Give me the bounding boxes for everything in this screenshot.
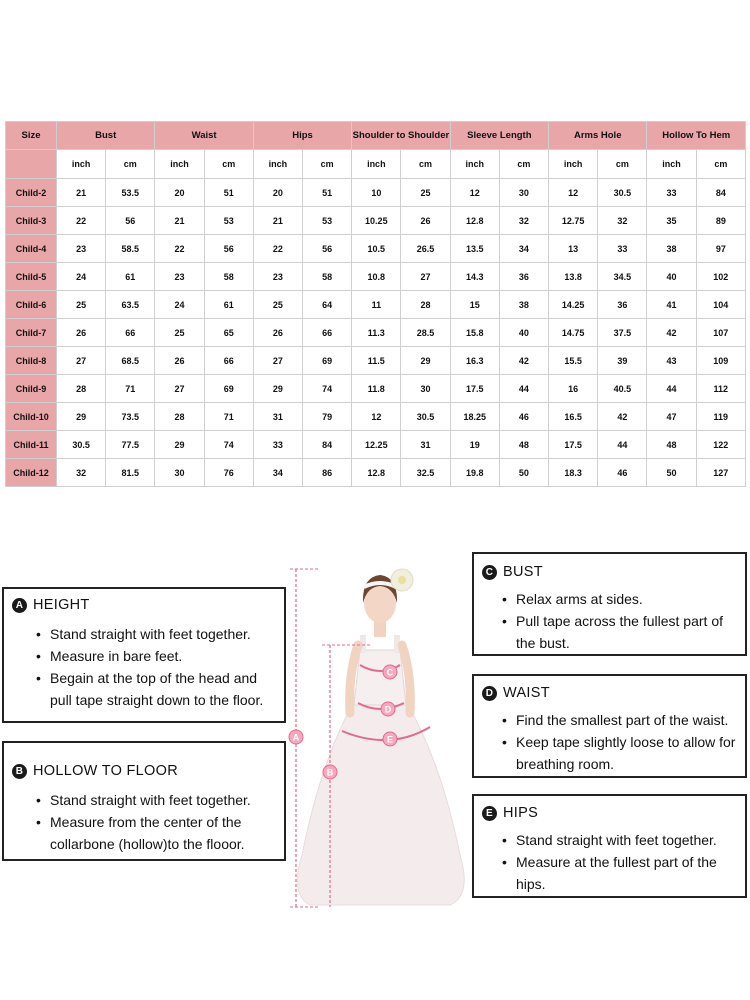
table-cell: 11.5: [352, 347, 401, 375]
list-item: • Measure from the center of the collarbone (hollow)to the flooor.: [36, 811, 281, 855]
list-item: • Keep tape slightly loose to allow for breathing room.: [502, 731, 744, 775]
list-item: • Begain at the top of the head and pull tape straight down to the floor.: [36, 667, 281, 711]
hollow-guide-list: [36, 789, 281, 855]
table-row: [6, 459, 746, 487]
table-cell: 53: [303, 207, 352, 235]
table-cell: 38: [647, 235, 696, 263]
hollow-guide-box: [2, 741, 286, 861]
size-chart-table: [5, 121, 746, 487]
table-cell: 86: [303, 459, 352, 487]
table-row: [6, 403, 746, 431]
table-cell: 37.5: [598, 319, 647, 347]
list-item: • Stand straight with feet together.: [36, 623, 281, 645]
table-cell: 42: [598, 403, 647, 431]
table-cell: 68.5: [106, 347, 155, 375]
bust-guide-title: [482, 564, 543, 580]
table-row: [6, 291, 746, 319]
size-label-cell: Child-11: [6, 431, 57, 459]
size-label-cell: Child-4: [6, 235, 57, 263]
hollow-guide-heading: HOLLOW TO FLOOR: [33, 763, 178, 779]
table-cell: 53.5: [106, 179, 155, 207]
table-cell: 27: [57, 347, 106, 375]
table-cell: 25: [253, 291, 302, 319]
unit-cm: cm: [598, 150, 647, 179]
table-cell: 74: [204, 431, 253, 459]
size-label-cell: Child-9: [6, 375, 57, 403]
table-cell: 122: [696, 431, 745, 459]
hips-guide-box: [472, 794, 747, 898]
marker-e-badge: [383, 732, 397, 746]
table-cell: 11.8: [352, 375, 401, 403]
table-cell: 97: [696, 235, 745, 263]
table-cell: 48: [499, 431, 548, 459]
table-cell: 64: [303, 291, 352, 319]
size-header: Size: [6, 122, 57, 150]
table-cell: 44: [499, 375, 548, 403]
table-cell: 48: [647, 431, 696, 459]
table-cell: 127: [696, 459, 745, 487]
table-cell: 76: [204, 459, 253, 487]
table-cell: 27: [401, 263, 450, 291]
size-label-cell: Child-12: [6, 459, 57, 487]
table-cell: 21: [253, 207, 302, 235]
table-cell: 23: [155, 263, 204, 291]
table-row: [6, 207, 746, 235]
group-header-hollow-to-hem: Hollow To Hem: [647, 122, 746, 150]
table-cell: 18.25: [450, 403, 499, 431]
table-cell: 22: [155, 235, 204, 263]
unit-inch: inch: [253, 150, 302, 179]
table-cell: 61: [204, 291, 253, 319]
unit-cm: cm: [106, 150, 155, 179]
unit-cm: cm: [303, 150, 352, 179]
table-cell: 11.3: [352, 319, 401, 347]
hips-guide-list: [502, 829, 747, 895]
list-item: • Measure at the fullest part of the hips.: [502, 851, 747, 895]
marker-a-icon: A: [12, 598, 27, 613]
height-guide-box: [2, 587, 286, 723]
table-cell: 16.3: [450, 347, 499, 375]
table-cell: 58: [303, 263, 352, 291]
table-cell: 30: [401, 375, 450, 403]
table-cell: 13: [549, 235, 598, 263]
table-cell: 56: [106, 207, 155, 235]
table-cell: 29: [57, 403, 106, 431]
table-cell: 58.5: [106, 235, 155, 263]
table-cell: 31: [253, 403, 302, 431]
table-cell: 10.8: [352, 263, 401, 291]
table-cell: 34: [253, 459, 302, 487]
table-cell: 56: [303, 235, 352, 263]
table-unit-row: [6, 150, 746, 179]
table-cell: 66: [204, 347, 253, 375]
table-cell: 73.5: [106, 403, 155, 431]
unit-inch: inch: [647, 150, 696, 179]
height-guide-heading: HEIGHT: [33, 597, 90, 613]
table-cell: 63.5: [106, 291, 155, 319]
table-cell: 16.5: [549, 403, 598, 431]
table-cell: 26: [401, 207, 450, 235]
waist-guide-box: [472, 674, 747, 778]
table-cell: 71: [204, 403, 253, 431]
neck: [374, 621, 386, 637]
table-cell: 24: [57, 263, 106, 291]
table-row: [6, 319, 746, 347]
size-label-cell: Child-6: [6, 291, 57, 319]
table-cell: 18.3: [549, 459, 598, 487]
table-cell: 43: [647, 347, 696, 375]
table-cell: 30: [499, 179, 548, 207]
marker-b-label: B: [326, 767, 334, 778]
table-cell: 58: [204, 263, 253, 291]
table-cell: 21: [155, 207, 204, 235]
dress-bodice: [354, 650, 406, 705]
table-cell: 35: [647, 207, 696, 235]
unit-cm: cm: [499, 150, 548, 179]
table-cell: 39: [598, 347, 647, 375]
table-cell: 26: [253, 319, 302, 347]
table-cell: 25: [155, 319, 204, 347]
table-row: [6, 235, 746, 263]
table-cell: 12.75: [549, 207, 598, 235]
table-cell: 119: [696, 403, 745, 431]
table-cell: 28.5: [401, 319, 450, 347]
table-cell: 74: [303, 375, 352, 403]
table-cell: 56: [204, 235, 253, 263]
list-item: • Stand straight with feet together.: [36, 789, 281, 811]
unit-inch: inch: [352, 150, 401, 179]
hollow-guide-title: [12, 763, 178, 779]
group-header-arms-hole: Arms Hole: [549, 122, 647, 150]
bust-guide-box: [472, 552, 747, 656]
table-cell: 10.25: [352, 207, 401, 235]
table-cell: 12: [549, 179, 598, 207]
table-cell: 31: [401, 431, 450, 459]
table-cell: 21: [57, 179, 106, 207]
group-header-shoulder: Shoulder to Shoulder: [352, 122, 450, 150]
group-header-sleeve: Sleeve Length: [450, 122, 548, 150]
table-cell: 84: [696, 179, 745, 207]
marker-c-badge: [383, 665, 397, 679]
table-cell: 51: [303, 179, 352, 207]
table-cell: 41: [647, 291, 696, 319]
table-cell: 20: [155, 179, 204, 207]
table-cell: 40.5: [598, 375, 647, 403]
table-cell: 69: [204, 375, 253, 403]
unit-corner-cell: [6, 150, 57, 179]
waist-guide-list: [502, 709, 744, 775]
unit-inch: inch: [450, 150, 499, 179]
table-cell: 66: [106, 319, 155, 347]
table-cell: 47: [647, 403, 696, 431]
marker-c-icon: C: [482, 565, 497, 580]
table-cell: 15.5: [549, 347, 598, 375]
table-cell: 102: [696, 263, 745, 291]
girl-dress-illustration: [280, 555, 480, 915]
table-cell: 29: [155, 431, 204, 459]
table-cell: 109: [696, 347, 745, 375]
hips-guide-title: [482, 805, 538, 821]
table-cell: 10.5: [352, 235, 401, 263]
size-label-cell: Child-3: [6, 207, 57, 235]
table-cell: 33: [253, 431, 302, 459]
table-cell: 33: [598, 235, 647, 263]
table-cell: 14.3: [450, 263, 499, 291]
table-cell: 30.5: [401, 403, 450, 431]
table-cell: 36: [499, 263, 548, 291]
list-item: • Stand straight with feet together.: [502, 829, 747, 851]
table-cell: 61: [106, 263, 155, 291]
table-cell: 112: [696, 375, 745, 403]
table-row: [6, 347, 746, 375]
table-cell: 65: [204, 319, 253, 347]
table-cell: 11: [352, 291, 401, 319]
height-guide-list: [36, 623, 281, 711]
table-cell: 71: [106, 375, 155, 403]
table-cell: 23: [57, 235, 106, 263]
table-group-header-row: [6, 122, 746, 150]
table-cell: 40: [499, 319, 548, 347]
table-cell: 12.25: [352, 431, 401, 459]
table-cell: 12: [352, 403, 401, 431]
table-cell: 50: [647, 459, 696, 487]
table-row: [6, 179, 746, 207]
marker-b-icon: B: [12, 764, 27, 779]
table-cell: 32: [598, 207, 647, 235]
table-cell: 12.8: [450, 207, 499, 235]
bust-guide-heading: BUST: [503, 564, 543, 580]
table-cell: 32.5: [401, 459, 450, 487]
table-cell: 16: [549, 375, 598, 403]
table-cell: 29: [253, 375, 302, 403]
table-row: [6, 375, 746, 403]
table-cell: 34: [499, 235, 548, 263]
marker-e-label: E: [386, 734, 394, 745]
size-label-cell: Child-10: [6, 403, 57, 431]
marker-a-badge: [289, 730, 303, 744]
table-cell: 24: [155, 291, 204, 319]
table-cell: 27: [253, 347, 302, 375]
table-cell: 30: [155, 459, 204, 487]
table-cell: 29: [401, 347, 450, 375]
marker-d-label: D: [384, 704, 392, 715]
marker-d-badge: [381, 702, 395, 716]
table-cell: 44: [647, 375, 696, 403]
table-cell: 19: [450, 431, 499, 459]
unit-inch: inch: [57, 150, 106, 179]
table-cell: 42: [647, 319, 696, 347]
list-item: • Find the smallest part of the waist.: [502, 709, 744, 731]
table-cell: 77.5: [106, 431, 155, 459]
table-cell: 53: [204, 207, 253, 235]
unit-cm: cm: [696, 150, 745, 179]
table-cell: 40: [647, 263, 696, 291]
table-cell: 12: [450, 179, 499, 207]
table-cell: 34.5: [598, 263, 647, 291]
table-cell: 20: [253, 179, 302, 207]
unit-inch: inch: [155, 150, 204, 179]
table-cell: 33: [647, 179, 696, 207]
table-cell: 13.5: [450, 235, 499, 263]
group-header-hips: Hips: [253, 122, 351, 150]
group-header-waist: Waist: [155, 122, 253, 150]
table-cell: 107: [696, 319, 745, 347]
list-item: • Relax arms at sides.: [502, 588, 742, 610]
table-cell: 25: [57, 291, 106, 319]
table-cell: 89: [696, 207, 745, 235]
size-label-cell: Child-7: [6, 319, 57, 347]
unit-cm: cm: [401, 150, 450, 179]
table-cell: 32: [499, 207, 548, 235]
flower-center-icon: [398, 576, 406, 584]
table-cell: 42: [499, 347, 548, 375]
table-cell: 51: [204, 179, 253, 207]
unit-cm: cm: [204, 150, 253, 179]
table-cell: 66: [303, 319, 352, 347]
table-cell: 69: [303, 347, 352, 375]
table-cell: 15: [450, 291, 499, 319]
table-cell: 22: [253, 235, 302, 263]
table-body: [6, 179, 746, 487]
table-row: [6, 431, 746, 459]
table-cell: 28: [155, 403, 204, 431]
table-cell: 38: [499, 291, 548, 319]
table-cell: 84: [303, 431, 352, 459]
table-cell: 46: [499, 403, 548, 431]
table-cell: 32: [57, 459, 106, 487]
unit-inch: inch: [549, 150, 598, 179]
table-cell: 30.5: [57, 431, 106, 459]
table-cell: 50: [499, 459, 548, 487]
list-item: • Measure in bare feet.: [36, 645, 281, 667]
table-cell: 17.5: [549, 431, 598, 459]
group-header-bust: Bust: [57, 122, 155, 150]
table-cell: 27: [155, 375, 204, 403]
marker-d-icon: D: [482, 686, 497, 701]
dress-skirt: [298, 705, 465, 905]
waist-guide-title: [482, 685, 550, 701]
table-cell: 13.8: [549, 263, 598, 291]
size-label-cell: Child-8: [6, 347, 57, 375]
table-cell: 81.5: [106, 459, 155, 487]
table-cell: 12.8: [352, 459, 401, 487]
table-cell: 30.5: [598, 179, 647, 207]
table-cell: 104: [696, 291, 745, 319]
hips-guide-heading: HIPS: [503, 805, 539, 821]
table-cell: 26: [155, 347, 204, 375]
table-cell: 46: [598, 459, 647, 487]
marker-b-badge: [323, 765, 337, 779]
table-cell: 28: [401, 291, 450, 319]
table-cell: 22: [57, 207, 106, 235]
marker-e-icon: E: [482, 806, 497, 821]
table-cell: 36: [598, 291, 647, 319]
table-cell: 26.5: [401, 235, 450, 263]
table-cell: 17.5: [450, 375, 499, 403]
waist-guide-heading: WAIST: [503, 685, 550, 701]
table-cell: 14.75: [549, 319, 598, 347]
table-cell: 23: [253, 263, 302, 291]
size-label-cell: Child-2: [6, 179, 57, 207]
table-cell: 44: [598, 431, 647, 459]
table-cell: 14.25: [549, 291, 598, 319]
table-cell: 19.8: [450, 459, 499, 487]
table-row: [6, 263, 746, 291]
marker-c-label: C: [386, 667, 394, 678]
size-label-cell: Child-5: [6, 263, 57, 291]
table-cell: 10: [352, 179, 401, 207]
list-item: • Pull tape across the fullest part of the bust.: [502, 610, 742, 654]
table-cell: 28: [57, 375, 106, 403]
marker-a-label: A: [292, 732, 300, 743]
table-cell: 15.8: [450, 319, 499, 347]
bust-guide-list: [502, 588, 742, 654]
table-cell: 26: [57, 319, 106, 347]
table-cell: 79: [303, 403, 352, 431]
height-guide-title: [12, 597, 90, 613]
table-cell: 25: [401, 179, 450, 207]
